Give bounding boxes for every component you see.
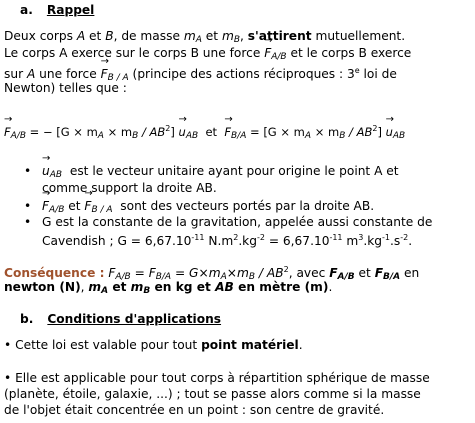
text: mètre (m): [259, 280, 329, 294]
text: F: [329, 266, 338, 280]
paragraph-spherique-1: [4, 370, 430, 386]
list-item-continuation: comme support la droite AB.: [42, 181, 217, 195]
text: 3: [358, 233, 364, 242]
text: B/A: [231, 131, 247, 141]
intro-line-2: [4, 45, 411, 65]
paragraph-point-materiel: [4, 337, 303, 353]
text: F: [104, 266, 116, 280]
text: , avec: [288, 266, 330, 280]
text: s'attirent: [247, 29, 312, 43]
text: Deux corps: [4, 29, 77, 43]
text: une force: [35, 67, 101, 81]
text: A: [101, 286, 109, 296]
text: -1: [382, 233, 391, 242]
text: -11: [191, 233, 205, 242]
bullet-icon: •: [24, 164, 32, 178]
text: -11: [329, 233, 343, 242]
text: .: [408, 234, 413, 248]
text: × m: [103, 125, 133, 139]
text: et: [198, 125, 225, 139]
text: B: [248, 272, 256, 282]
consequence-label: Conséquence :: [4, 266, 105, 280]
bullet-icon: •: [24, 215, 32, 229]
text: en: [150, 280, 176, 294]
vector-f-ba: → F: [84, 198, 91, 214]
text: A: [195, 35, 202, 45]
intro-line-4: [4, 80, 127, 96]
text: 2: [233, 233, 239, 242]
bullet-icon: •: [24, 199, 32, 213]
text: m: [88, 280, 102, 294]
text: .: [328, 280, 333, 294]
vector-f-ab: → F: [264, 45, 271, 61]
list-item-continuation: [42, 230, 412, 249]
text: et: [201, 29, 222, 43]
text: et: [64, 199, 85, 213]
text: .s: [390, 234, 401, 248]
text: A: [304, 131, 312, 141]
text: F: [374, 266, 384, 280]
vector-f-ba: → F: [101, 66, 108, 82]
text: newton (N): [4, 280, 81, 294]
text: A/B: [271, 52, 287, 62]
text: -2: [400, 233, 409, 242]
list-item: [24, 214, 432, 230]
text: et: [85, 29, 106, 43]
text: m: [221, 29, 234, 43]
text: / AB: [138, 125, 166, 139]
text: m: [342, 234, 359, 248]
text: A: [26, 67, 36, 81]
text: sur: [4, 67, 27, 81]
text: .kg: [363, 234, 383, 248]
vector-u-ab: → u: [42, 163, 50, 179]
text: B: [105, 29, 114, 43]
text: sont des vecteurs portés par la droite AB.: [112, 199, 375, 213]
text: ]: [170, 125, 179, 139]
text: et: [354, 266, 375, 280]
text: B / A: [91, 205, 113, 215]
text: e: [354, 66, 360, 75]
text: G est la constante de la gravitation, appelée aussi constante de: [42, 215, 433, 229]
vector-f-ab: → F: [4, 124, 11, 140]
text: AB: [49, 170, 63, 180]
text: / AB: [255, 266, 284, 280]
text: AB: [215, 280, 234, 294]
text: = G×m: [171, 266, 221, 280]
formula-line: [4, 121, 405, 144]
bullet-icon: •: [4, 371, 12, 385]
vector-f-ba: → F: [224, 124, 231, 140]
section-title: Rappel: [46, 3, 95, 17]
text: en: [400, 266, 420, 280]
vector-u-ab: → u: [386, 124, 393, 140]
vector-u-ab: → u: [179, 124, 186, 140]
text: N.m: [204, 234, 234, 248]
units-line: [4, 279, 332, 299]
text: AB: [392, 131, 406, 141]
text: , de masse: [113, 29, 184, 43]
paragraph-spherique-2: (planète, étoile, galaxie, ...) ; tout se passe alors comme si la masse: [4, 387, 421, 401]
text: en: [233, 280, 260, 294]
text: ,: [240, 29, 248, 43]
text: mutuellement.: [311, 29, 406, 43]
section-title: Conditions d'applications: [47, 312, 222, 326]
text: kg: [175, 280, 193, 294]
text: = 6,67.10: [264, 234, 330, 248]
text: ]: [377, 125, 386, 139]
text: = − [G × m: [26, 125, 98, 139]
text: AB: [185, 131, 199, 141]
text: / AB: [345, 125, 373, 139]
text: A/B: [337, 272, 355, 282]
section-number: a.: [20, 3, 33, 17]
text: est le vecteur unitaire ayant pour origine le point A et: [62, 164, 399, 178]
text: B/A: [383, 272, 401, 282]
text: et: [108, 280, 131, 294]
text: A/B: [10, 131, 26, 141]
text: -2: [256, 233, 265, 242]
text: 2: [165, 124, 171, 133]
paragraph-spherique-3: de l'objet était concentrée en un point : son centre de gravité.: [4, 403, 385, 417]
text: B: [132, 131, 139, 141]
text: B/A: [155, 272, 172, 282]
text: .kg: [238, 234, 257, 248]
text: 2: [283, 265, 289, 274]
text: Cavendish ; G = 6,67.10: [42, 234, 192, 248]
section-heading-conditions: [20, 311, 221, 327]
section-heading-rappel: [20, 2, 94, 18]
text: et: [192, 280, 216, 294]
text: = [G × m: [246, 125, 305, 139]
text: A: [97, 131, 104, 141]
text: Elle est applicable pour tout corps à répartition sphérique de masse: [11, 371, 430, 385]
text: A/B: [115, 272, 131, 282]
bullet-icon: •: [4, 338, 12, 352]
text: et le corps B exerce: [286, 46, 412, 60]
text: Cette loi est valable pour tout: [11, 338, 202, 352]
text: m: [183, 29, 196, 43]
text: ,: [80, 280, 89, 294]
text: B: [339, 131, 346, 141]
text: loi de: [359, 67, 397, 81]
text: A/B: [49, 205, 65, 215]
text: B / A: [107, 73, 129, 83]
text: 2: [372, 124, 378, 133]
section-number: b.: [20, 312, 34, 326]
vector-f-ab: → F: [42, 198, 49, 214]
text: B: [233, 35, 240, 45]
text: Le corps A exerce sur le corps B une force: [4, 46, 265, 60]
text: A: [76, 29, 86, 43]
text: m: [130, 280, 144, 294]
text: A: [220, 272, 227, 282]
text: ×m: [226, 266, 249, 280]
text: .: [298, 338, 303, 352]
text: (principe des actions réciproques : 3: [128, 67, 355, 81]
text: × m: [311, 125, 340, 139]
text: = F: [130, 266, 156, 280]
text: B: [143, 286, 151, 296]
text: point matériel: [201, 338, 299, 352]
text: Newton) telles que :: [4, 81, 127, 95]
